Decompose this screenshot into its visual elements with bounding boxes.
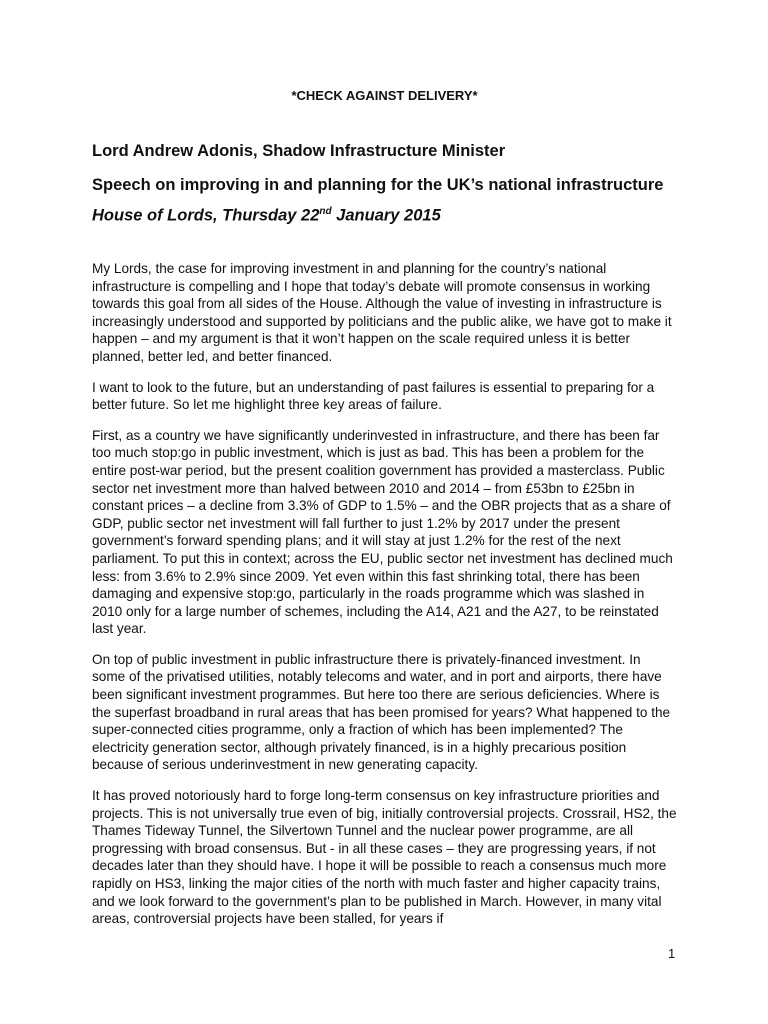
venue-suffix: January 2015 xyxy=(331,206,441,225)
paragraph: I want to look to the future, but an understanding of past failures is essential to preparing for a better future. So let me highlight three key areas of failure. xyxy=(92,379,655,413)
speech-body xyxy=(92,260,677,941)
speaker-heading: Lord Andrew Adonis, Shadow Infrastructure Minister xyxy=(92,142,506,160)
page-number: 1 xyxy=(668,946,676,961)
paragraph: It has proved notoriously hard to forge long-term consensus on key infrastructure priorities and projects. This is not universally true even of big, initially controversial projects. Crossrail, HS2, the Thames Tideway Tunnel, the Silvertown Tunnel and the nuclear power programme, are all progressing with broad consensus. But - in all these cases – they are progressing years, if not decades later than they should have. I hope it will be possible to reach a consensus much more rapidly on HS3, linking the major cities of the north with much faster and higher capacity trains, and we look forward to the government’s plan to be published in March. However, in many vital areas, controversial projects have been stalled, for years if xyxy=(92,788,677,927)
paragraph: On top of public investment in public infrastructure there is privately-financed investment. In some of the privatised utilities, notably telecoms and water, and in port and airports, there have been significant investment programmes. But here too there are serious deficiencies. Where is the superfast broadband in rural areas that has been promised for years? What happened to the super-connected cities programme, only a fraction of which has been implemented? The electricity generation sector, although privately financed, is in a highly precarious position because of serious underinvestment in new generating capacity. xyxy=(92,651,671,773)
venue-date xyxy=(92,206,441,226)
date-ordinal-suffix: nd xyxy=(319,206,332,217)
paragraph: First, as a country we have significantly underinvested in infrastructure, and there has been far too much stop:go in public investment, which is just as bad. This has been a problem for the entire post-war period, but the present coalition government has provided a masterclass. Public sector net investment more than halved between 2010 and 2014 – from £53bn to £25bn in constant prices – a decline from 3.3% of GDP to 1.5% – and the OBR projects that as a share of GDP, public sector net investment will fall further to just 1.2% by 2017 under the present government’s forward spending plans; and it will stay at just 1.2% for the rest of the next parliament. To put this in context; across the EU, public sector net investment has declined much less: from 3.6% to 2.9% since 2009. Yet even within this fast shrinking total, there has been damaging and expensive stop:go, particularly in the roads programme which was slashed in 2010 only for a large number of schemes, including the A14, A21 and the A27, to be reinstated last year. xyxy=(92,427,673,637)
speech-title: Speech on improving in and planning for the UK’s national infrastructure xyxy=(92,176,664,194)
venue-prefix: House of Lords, Thursday 22 xyxy=(92,206,320,225)
delivery-notice: *CHECK AGAINST DELIVERY* xyxy=(291,88,478,103)
paragraph: My Lords, the case for improving investment in and planning for the country’s national infrastructure is compelling and I hope that today’s debate will promote consensus in working towards this goal from all sides of the House. Although the value of investing in infrastructure is increasingly understood and supported by politicians and the public alike, we have got to make it happen – and my argument is that it won’t happen on the scale required unless it is better planned, better led, and better financed. xyxy=(92,261,672,364)
